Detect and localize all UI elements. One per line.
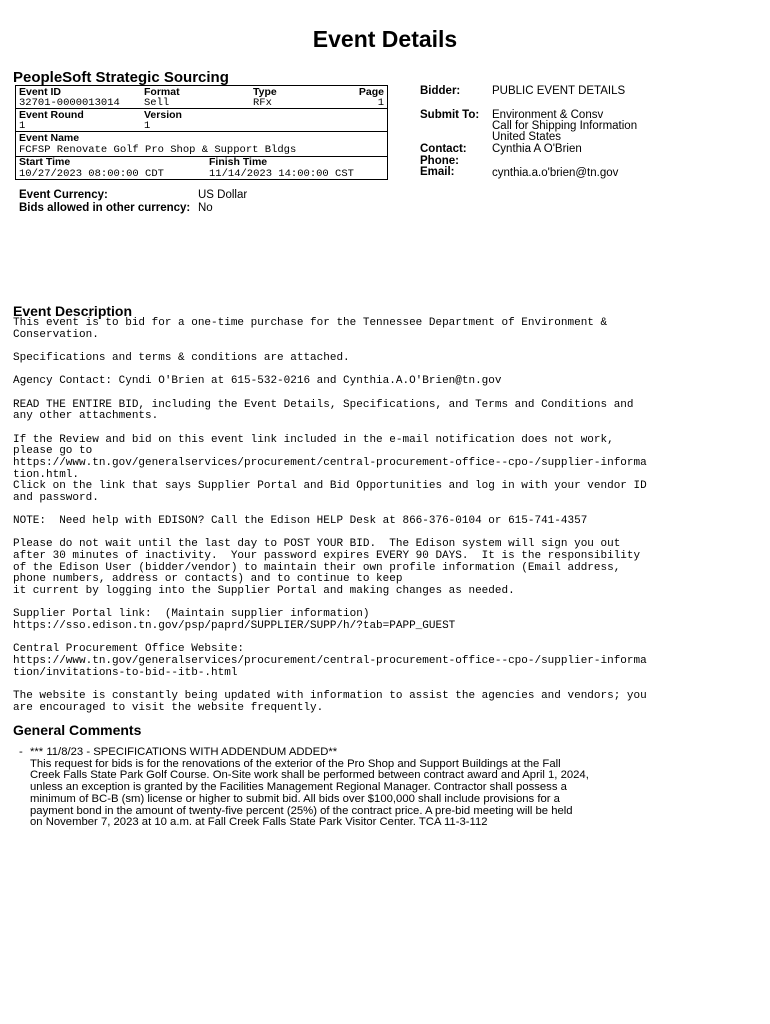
type-value: RFx — [253, 97, 272, 109]
currency-label: Event Currency: — [19, 189, 108, 201]
format-value: Sell — [144, 97, 170, 109]
general-comments-body — [30, 747, 760, 829]
page-label: Page — [358, 86, 384, 98]
phone-label: Phone: — [420, 155, 459, 167]
submit-to-label: Submit To: — [420, 109, 480, 121]
start-time-value: 10/27/2023 08:00:00 CDT — [19, 168, 164, 180]
comment-line: unless an exception is granted by the Facilities Management Regional Manager. Contractor shall possess a — [30, 781, 567, 794]
event-name-label: Event Name — [19, 132, 80, 144]
divider — [16, 156, 387, 157]
other-currency-value: No — [198, 202, 213, 214]
event-id-value: 32701-0000013014 — [19, 97, 120, 109]
comment-line: Creek Falls State Park Golf Course. On-Site work shall be performed between contract award and April 1, 2024, — [30, 769, 589, 782]
general-comments-heading: General Comments — [13, 722, 142, 738]
finish-time-value: 11/14/2023 14:00:00 CST — [209, 168, 354, 180]
finish-time-label: Finish Time — [209, 156, 268, 168]
start-time-label: Start Time — [19, 156, 71, 168]
submit-to-line2: Call for Shipping Information — [492, 120, 638, 132]
general-comments-bullet: - — [19, 746, 23, 758]
page-value: 1 — [377, 97, 384, 109]
event-description-heading: Event Description — [13, 303, 133, 319]
email-value: cynthia.a.o'brien@tn.gov — [492, 167, 619, 179]
event-info-box — [15, 85, 388, 180]
bidder-value: PUBLIC EVENT DETAILS — [492, 85, 626, 97]
comment-line: This request for bids is for the renovations of the exterior of the Pro Shop and Support Buildings at the Fall — [30, 757, 561, 770]
bidder-label: Bidder: — [420, 85, 461, 97]
page-title: Event Details — [312, 26, 458, 52]
event-name-value: FCFSP Renovate Golf Pro Shop & Support Bldgs — [19, 144, 297, 156]
event-round-label: Event Round — [19, 109, 84, 121]
submit-to-line3: United States — [492, 131, 562, 143]
format-label: Format — [144, 86, 180, 98]
event-round-value: 1 — [19, 120, 26, 132]
email-label: Email: — [420, 166, 455, 178]
other-currency-label: Bids allowed in other currency: — [19, 202, 191, 214]
event-description-text: This event is to bid for a one-time purchase for the Tennessee Department of Environment & Conservation. Specifications and terms & conditions are attached. Agency Contact: Cyndi O'Brien at 615-532-0216 and Cynthia.A.O'Brien@tn.gov READ THE ENTIRE BID, including the Event Details, Specifications, and Terms and Conditions and any other attachments. If the Review and bid on this event link included in the e-mail notification does not work, please go to https://www.tn.gov/generalservices/procurement/central-procurement-office--cpo-/supplier-informa tion.html. Click on the link that says Supplier Portal and Bid Opportunities and log in with your vendor ID and password. NOTE: Need help with EDISON? Call the Edison HELP Desk at 866-376-0104 or 615-741-4357 Please do not wait until the last day to POST YOUR BID. The Edison system will sign you out after 30 minutes of inactivity. Your password expires EVERY 90 DAYS. It is the responsibility of the Edison User (bidder/vendor) to maintain their own profile information (Email address, phone numbers, address or contacts) and to continue to keep it current by logging into the Supplier Portal and making changes as needed. Supplier Portal link: (Maintain supplier information) https://sso.edison.tn.gov/psp/paprd/SUPPLIER/SUPP/h/?tab=PAPP_GUEST Central Procurement Office Website: https://www.tn.gov/generalservices/procurement/central-procurement-office--cpo-/supplier-informa tion/invitations-to-bid--itb-.html The website is constantly being updated with information to assist the agencies and vendors; you are encouraged to visit the website frequently. — [13, 317, 647, 714]
comment-line: *** 11/8/23 - SPECIFICATIONS WITH ADDENDUM ADDED** — [30, 746, 338, 758]
comment-line: payment bond in the amount of twenty-five percent (25%) of the contract price. A pre-bid meeting will be held — [30, 804, 573, 817]
version-value: 1 — [144, 120, 151, 132]
page-subtitle: PeopleSoft Strategic Sourcing — [13, 69, 229, 86]
type-label: Type — [253, 86, 277, 98]
event-id-label: Event ID — [19, 86, 62, 98]
submit-to-line1: Environment & Consv — [492, 109, 604, 121]
contact-label: Contact: — [420, 143, 467, 155]
comment-line: on November 7, 2023 at 10 a.m. at Fall Creek Falls State Park Visitor Center. TCA 11-3-112 — [30, 816, 488, 829]
contact-value: Cynthia A O'Brien — [492, 143, 582, 155]
version-label: Version — [144, 109, 182, 121]
currency-value: US Dollar — [198, 189, 248, 201]
comment-line: minimum of BC-B (sm) license or higher to submit bid. All bids over $100,000 shall include provisions for a — [30, 792, 560, 805]
